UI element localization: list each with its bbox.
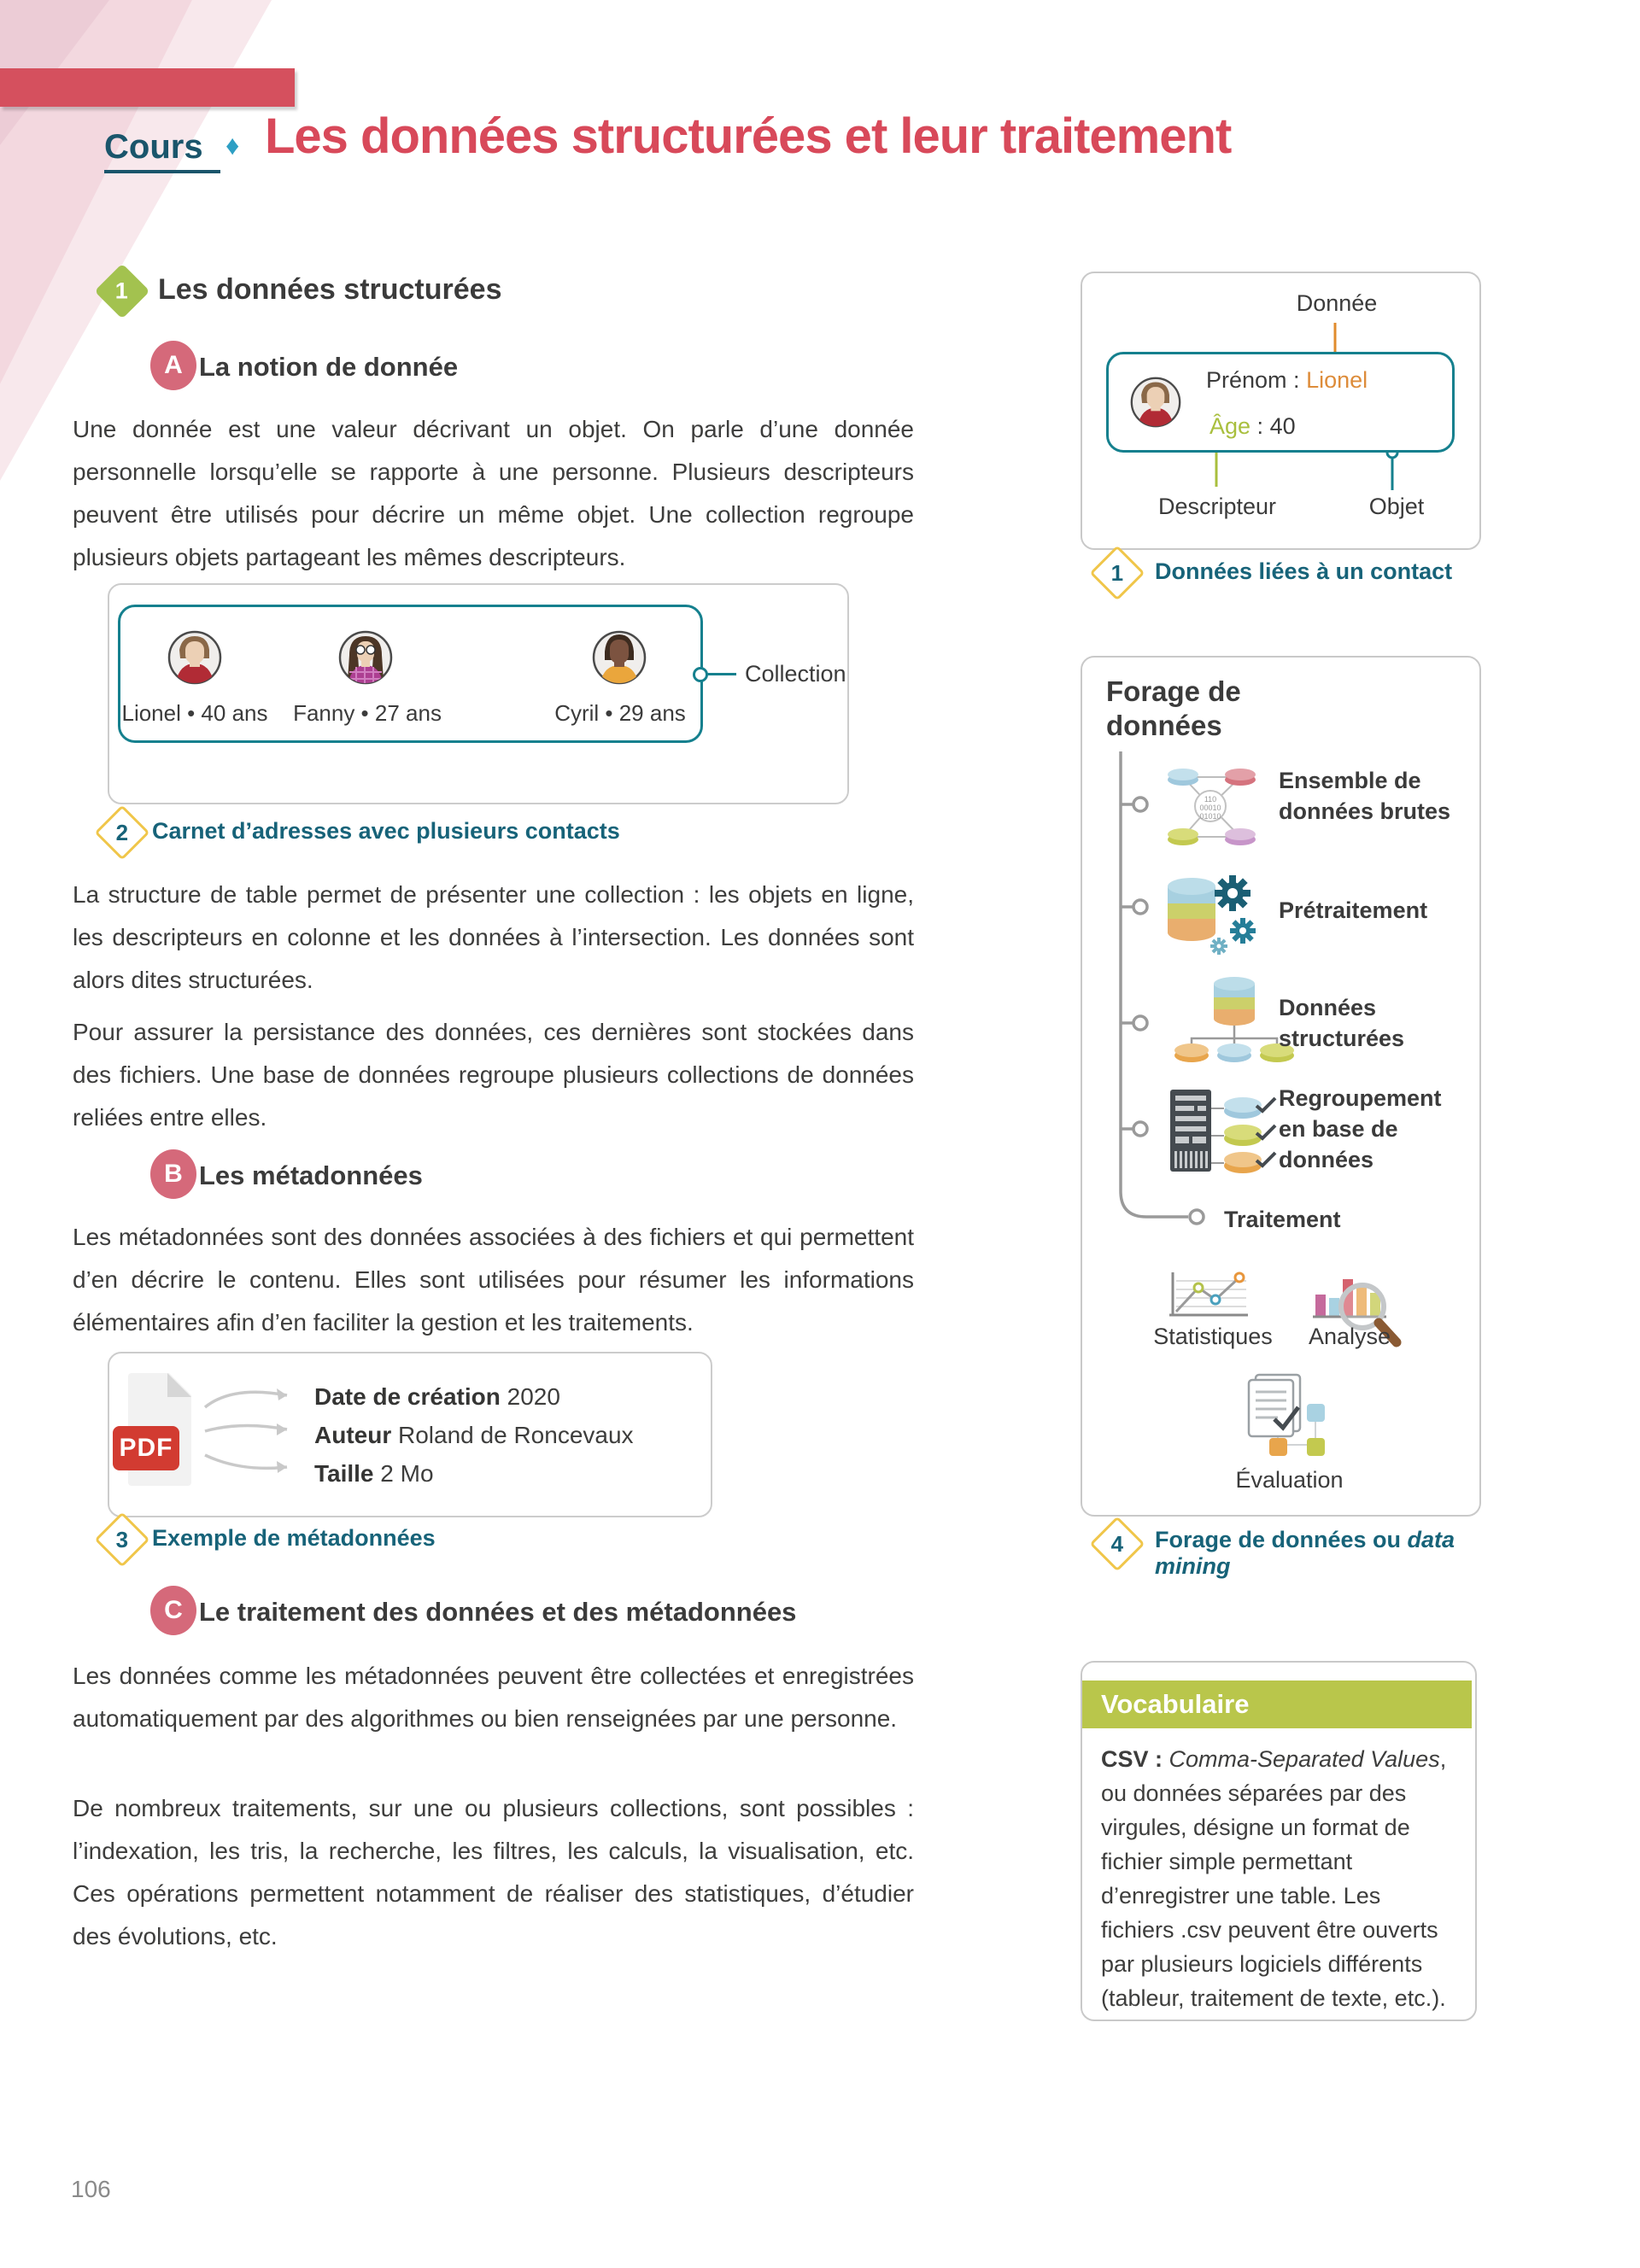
subsection-c-title: Le traitement des données et des métadonnées — [199, 1597, 797, 1627]
svg-text:00010: 00010 — [1199, 804, 1221, 812]
subsection-a-title: La notion de donnée — [199, 352, 459, 382]
figure-1-number: 1 — [1089, 545, 1145, 600]
page-title: Les données structurées et leur traitement — [265, 108, 1232, 164]
mining-step-label: Regroupement en base de données — [1279, 1085, 1442, 1172]
donnee-label: Donnée — [1296, 290, 1378, 316]
avatar-cyril-icon — [591, 629, 647, 686]
paragraph: Pour assurer la persistance des données, ces dernières sont stockées dans des fichiers. Une base de données regroupe plusieurs collections de données reliées entre elles. — [73, 1019, 914, 1131]
avatar-lionel-icon — [167, 629, 223, 686]
mining-title: Forage de données — [1106, 675, 1241, 741]
contact-label: Cyril • 29 ans — [554, 700, 686, 726]
vocabulary-definition: CSV : Comma-Separated Values, ou données séparées par des virgules, désigne un format de fichier simple permettant d’enregistrer une table. Les fichiers .csv peuvent être ouverts par plusieurs logiciels différents (tableur, traitement de texte, etc.). — [1101, 1746, 1447, 2011]
collection-label: Collection — [745, 661, 846, 687]
subsection-b-title: Les métadonnées — [199, 1160, 423, 1190]
prenom-row: Prénom : Lionel — [1206, 367, 1368, 393]
section-1-badge: 1 — [94, 263, 149, 319]
figure-3-number: 3 — [94, 1511, 149, 1567]
mining-step-label: Données structurées — [1279, 995, 1405, 1051]
analyse-label: Analyse — [1308, 1324, 1391, 1349]
structured-data-icon — [1174, 977, 1294, 1062]
section-1-title: Les données structurées — [158, 273, 502, 306]
paragraph: Les métadonnées sont des données associées à des fichiers et qui permettent d’en décrire le contenu. Elles sont utilisées pour résumer les informations élémentaires afin d’en faciliter la gestion et les traitements. — [73, 1224, 914, 1336]
avatar-fanny-icon — [337, 629, 394, 686]
traitement-label: Traitement — [1224, 1207, 1341, 1232]
statistiques-label: Statistiques — [1153, 1324, 1273, 1349]
paragraph: La structure de table permet de présenter une collection : les objets en ligne, les descripteurs en colonne et les données à l’intersection. Les données sont alors dites structurées. — [73, 881, 914, 993]
svg-text:01010: 01010 — [1199, 812, 1221, 821]
mining-step-label: Prétraitement — [1279, 897, 1428, 923]
subsection-a-badge: A — [150, 341, 196, 390]
kicker-underline — [104, 170, 220, 173]
course-kicker: Cours — [104, 128, 203, 166]
vocabulary-title: Vocabulaire — [1101, 1689, 1250, 1719]
evaluation-label: Évaluation — [1235, 1467, 1344, 1493]
figure-2-caption: Carnet d’adresses avec plusieurs contacts — [152, 818, 620, 844]
svg-text:110: 110 — [1204, 795, 1217, 804]
evaluation-icon — [1240, 1371, 1334, 1461]
figure-3-caption: Exemple de métadonnées — [152, 1525, 436, 1551]
diamond-bullet-icon: ♦ — [226, 130, 240, 161]
age-row: Âge : 40 — [1210, 413, 1296, 439]
collection-connector-line — [706, 673, 736, 675]
figure-4-number: 4 — [1089, 1516, 1145, 1571]
objet-label: Objet — [1368, 494, 1425, 519]
pretreatment-icon — [1168, 875, 1256, 955]
contact-label: Fanny • 27 ans — [293, 700, 442, 726]
avatar-lionel-small-icon — [1129, 376, 1182, 429]
figure-1-caption: Données liées à un contact — [1155, 558, 1453, 584]
paragraph: Une donnée est une valeur décrivant un objet. On parle d’une donnée personnelle lorsqu’elle se rapporte à une personne. Plusieurs descripteurs peuvent être utilisés pour décrire un même objet. Une collection regroupe plusieurs objets partageant les mêmes descripteurs. — [73, 416, 914, 570]
statistics-chart-icon — [1166, 1269, 1251, 1322]
mining-step-label: Ensemble de données brutes — [1279, 768, 1451, 824]
descripteur-label: Descripteur — [1157, 494, 1277, 519]
page-number: 106 — [71, 2176, 111, 2202]
paragraph: De nombreux traitements, sur une ou plusieurs collections, sont possibles : l’indexation, les tris, la recherche, les filtres, les calculs, la visualisation, etc. Ces opérations permettent notamment de réaliser des statistiques, d’étudier des évolutions, etc. — [73, 1795, 914, 1949]
subsection-b-badge: B — [150, 1149, 196, 1199]
database-grouping-icon — [1170, 1090, 1275, 1173]
figure-2-number: 2 — [94, 804, 149, 860]
pdf-badge: PDF — [113, 1426, 179, 1470]
subsection-c-badge: C — [150, 1586, 196, 1635]
raw-data-icon — [1168, 769, 1256, 845]
metadata-row: Taille 2 Mo — [314, 1460, 434, 1487]
figure-4-caption: Forage de données ou data mining — [1155, 1527, 1456, 1579]
metadata-arrows-icon — [198, 1377, 306, 1481]
header-red-bar — [0, 68, 295, 107]
metadata-row: Date de création 2020 — [314, 1383, 560, 1410]
contact-label: Lionel • 40 ans — [121, 700, 268, 726]
metadata-row: Auteur Roland de Roncevaux — [314, 1422, 634, 1448]
paragraph: Les données comme les métadonnées peuvent être collectées et enregistrées automatiquement par des algorithmes ou bien renseignées par une personne. — [73, 1663, 914, 1732]
